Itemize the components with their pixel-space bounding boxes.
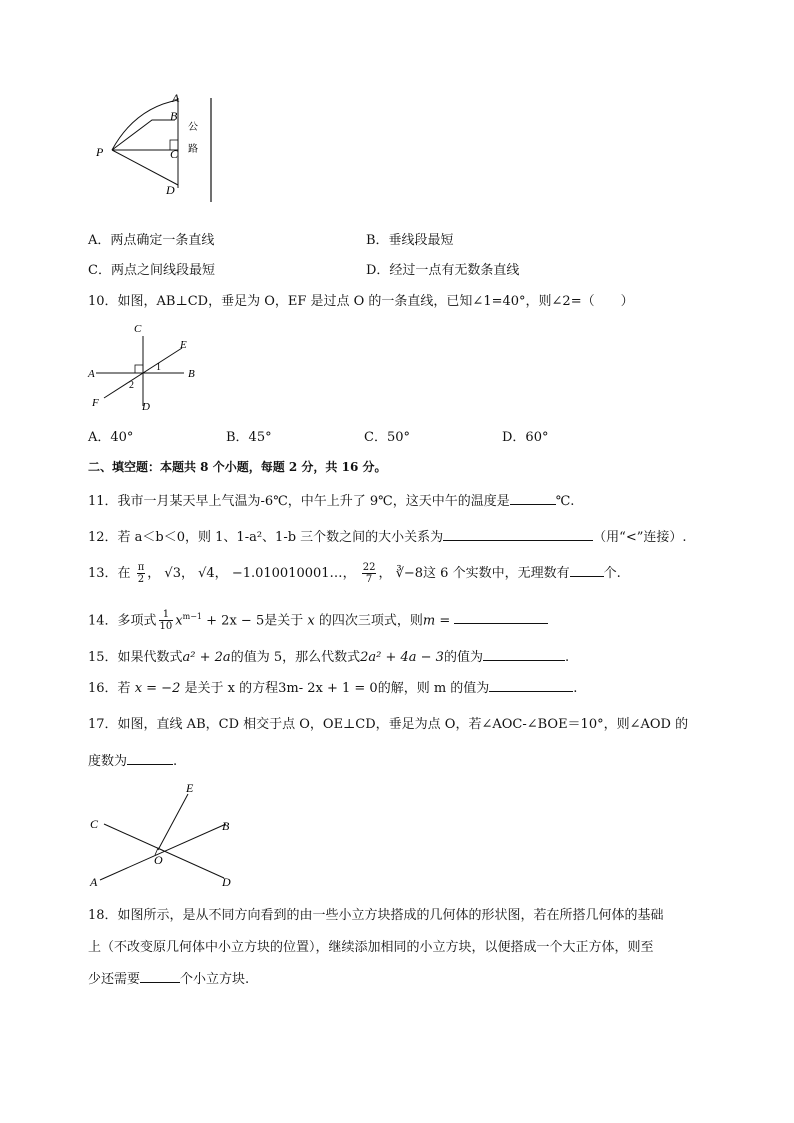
q15 xyxy=(88,646,569,665)
label-road-2: 路 xyxy=(188,144,198,155)
label-B: B xyxy=(188,368,195,380)
line-PD xyxy=(112,150,178,185)
q17-end: . xyxy=(173,754,178,769)
label-1: 1 xyxy=(156,362,161,373)
label-A: A xyxy=(90,875,98,889)
figure-q9-road xyxy=(90,90,220,205)
q13-post: 个. xyxy=(603,566,621,581)
label-D: D xyxy=(142,401,150,413)
q15-tail: 的值为 xyxy=(443,650,483,665)
q17-line1: 17．如图，直线 AB，CD 相交于点 O，OE⊥CD，垂足为点 O，若∠AOC-∠BOE＝10°，则∠AOD 的 xyxy=(88,717,689,732)
q14-x: x xyxy=(175,613,183,629)
q11-blank[interactable] xyxy=(510,492,556,505)
figure-q17 xyxy=(86,780,246,892)
q14-m: m = xyxy=(422,613,451,629)
q16-eq: x = −2 xyxy=(134,681,181,696)
label-C: C xyxy=(134,323,142,335)
q17-prefix: 度数为 xyxy=(88,754,128,769)
q15-expr1: a² + 2a xyxy=(182,650,231,665)
q15-mid: 的值为 5，那么代数式 xyxy=(230,650,361,665)
q9-option-d: D．经过一点有无数条直线 xyxy=(366,263,520,278)
q14-rest: + 2x − 5 xyxy=(206,613,265,629)
label-P: P xyxy=(96,145,104,159)
q13-decimal: −1.010010001… xyxy=(231,566,343,581)
q14-var: x xyxy=(307,613,315,629)
q13-lead: 13．在 xyxy=(88,566,131,581)
right-angle-mark xyxy=(135,365,143,373)
q14-mid: 是关于 xyxy=(264,613,304,629)
q17-line2 xyxy=(88,750,177,769)
q18-line2: 上（不改变原几何体中小立方块的位置），继续添加相同的小立方块，以便搭成一个大正方体，则至 xyxy=(88,940,654,955)
q10-text: 10．如图，AB⊥CD，垂足为 O，EF 是过点 O 的一条直线，已知∠1=40°，则∠2=（ ） xyxy=(88,294,634,309)
q11 xyxy=(88,490,574,509)
q14-lead: 14．多项式 xyxy=(88,613,157,629)
q12 xyxy=(88,526,687,545)
q17-blank[interactable] xyxy=(127,752,173,765)
q18-suffix: 个小立方块. xyxy=(180,972,250,987)
q15-expr2: 2a² + 4a − 3 xyxy=(360,650,444,665)
label-F: F xyxy=(92,397,99,409)
q10-option-b: B．45° xyxy=(226,430,272,445)
q16-end: . xyxy=(573,681,578,696)
q14 xyxy=(88,600,548,634)
q16-text: 16．若 xyxy=(88,681,131,696)
q10-option-d: D．60° xyxy=(502,430,549,445)
label-O: O xyxy=(154,853,163,867)
q18-blank[interactable] xyxy=(140,970,180,983)
q12-text: 12．若 a＜b＜0，则 1、1-a²、1-b 三个数之间的大小关系为 xyxy=(88,530,444,545)
q9-option-c: C．两点之间线段最短 xyxy=(88,263,215,278)
q13-blank[interactable] xyxy=(570,564,604,577)
q14-one-tenth: $\frac{1}{10}$ xyxy=(159,609,173,633)
label-A: A xyxy=(172,91,180,105)
q16-mid: 是关于 x 的方程 xyxy=(184,681,279,696)
q14-blank[interactable] xyxy=(454,611,548,624)
q12-tail: （用“<”连接）. xyxy=(593,530,687,545)
ray-OE xyxy=(158,794,188,850)
q16-blank[interactable] xyxy=(489,679,573,692)
line-AB xyxy=(100,824,226,880)
q11-text: 11．我市一月某天早上气温为-6℃，中午上升了 9℃，这天中午的温度是 xyxy=(88,494,510,509)
label-B: B xyxy=(170,109,178,123)
label-C: C xyxy=(90,817,99,831)
label-C: C xyxy=(170,147,179,161)
q13-sqrt4: √4 xyxy=(198,566,215,581)
label-A: A xyxy=(88,368,95,380)
q13-sqrt3: √3 xyxy=(164,566,181,581)
label-B: B xyxy=(222,819,230,833)
q18-prefix: 少还需要 xyxy=(88,972,141,987)
q14-tail: 的四次三项式，则 xyxy=(318,613,423,629)
q18-line1: 18．如图所示，是从不同方向看到的由一些小立方块搭成的几何体的形状图，若在所搭几何体的基础 xyxy=(88,908,664,923)
q15-end: . xyxy=(564,650,570,665)
label-D: D xyxy=(222,875,231,889)
q13-pi-over-2: $\frac{\pi}{2}$ xyxy=(137,562,145,585)
q16-tail: 的解，则 m 的值为 xyxy=(377,681,490,696)
q15-blank[interactable] xyxy=(483,648,565,661)
label-2: 2 xyxy=(129,380,134,391)
q14-exponent: m−1 xyxy=(182,612,203,621)
section-heading: 二、填空题：本题共 8 个小题，每题 2 分，共 16 分。 xyxy=(88,460,387,474)
label-E: E xyxy=(180,339,187,351)
q13-22-over-7: $\frac{22}{7}$ xyxy=(362,562,376,585)
label-road-1: 公 xyxy=(188,122,198,133)
label-E: E xyxy=(186,781,194,795)
label-D: D xyxy=(166,183,175,197)
q9-option-a: A．两点确定一条直线 xyxy=(88,233,215,248)
figure-q10 xyxy=(86,318,206,418)
q16 xyxy=(88,677,577,696)
q13: 13．在 $\frac{\pi}{2}$ ， √3， √4， −1.010010001…， $\frac{22}{7}$ ， ∛−8这 6 个实数中，无理数有 个. xyxy=(88,562,621,585)
q9-option-b: B．垂线段最短 xyxy=(366,233,454,248)
q11-unit: ℃. xyxy=(555,494,575,509)
q15-text: 15．如果代数式 xyxy=(88,650,183,665)
q10-option-c: C．50° xyxy=(364,430,410,445)
q16-eq2: 3m- 2x + 1 = 0 xyxy=(278,681,378,696)
q12-blank[interactable] xyxy=(443,528,593,541)
q10-option-a: A．40° xyxy=(88,430,134,445)
q13-cbrt: ∛−8 xyxy=(395,566,424,581)
q13-mid: 这 6 个实数中，无理数有 xyxy=(423,566,570,581)
q18-line3 xyxy=(88,968,249,987)
